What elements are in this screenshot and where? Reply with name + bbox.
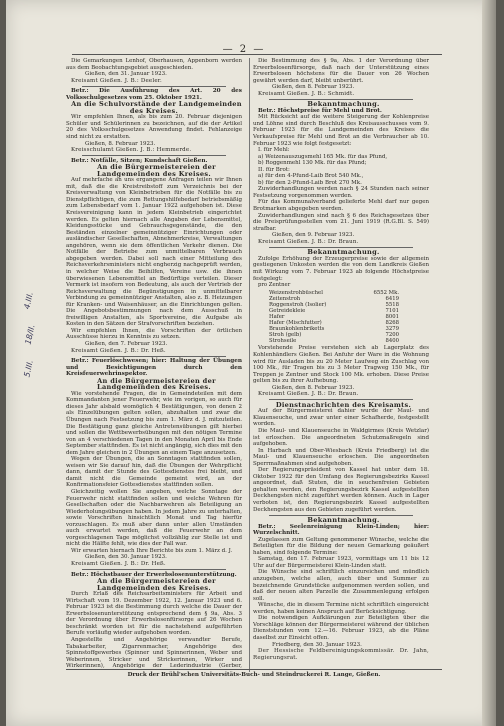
notice-block: [253, 517, 429, 661]
notice-date: Gießen, 8. Februar 1923.: [85, 140, 156, 147]
section-rule: [82, 356, 226, 357]
notice-heading: Betr.: Feuerlöschwesen; hier: Haltung der Übungen und Besichtigungen durch den Kreisfeuerwehrinspektor.: [66, 358, 242, 378]
bottom-rule: [66, 669, 442, 670]
price-value: 7200: [385, 332, 399, 339]
notice-paragraph: Wegen der Übungen, die an Sonntagen stattfinden sollen, weisen wir Sie darauf hin, daß die Übungen der Wehrpflicht dann, damit der Stunde des Gottesdienstes frei bleibt, und damit nicht die Gemeinde gemeint wird, an der Konfirmationsfeier Gottesdienstes stattfinden sollen.: [66, 456, 242, 489]
margin-note: 18/II.: [23, 323, 37, 346]
notice-heading: Betr.: Höchstpreise für Mehl und Brot.: [258, 107, 382, 114]
notice-title: Dienstnachrichten des Kreisamts.: [275, 400, 412, 409]
notice-paragraph: I. für Mehl:: [258, 147, 290, 154]
notice-title: Bekanntmachung.: [307, 516, 380, 525]
notice-signature: Der Hessische Feldbereinigungskommissär. Dr. Jahn, Regierungsrat.: [253, 648, 429, 661]
notice-addressee: An die Schulvorstände der Landgemeinden des Kreises.: [71, 100, 242, 115]
price-row: [269, 338, 399, 344]
price-item: Strohseile: [269, 338, 297, 345]
margin-note: 4.III.: [22, 291, 35, 310]
notice-block: [66, 358, 242, 568]
notice-block: [253, 402, 429, 513]
price-item: Getreidekleie: [269, 307, 306, 314]
notice-paragraph: Wir empfehlen Ihnen, die Vorschriften der örtlichen Ausschüsse hierzu in Kenntnis zu setzen.: [66, 327, 242, 341]
notice-paragraph: Die Maul- und Klauenseuche in Waldgirmes (Kreis Wetzlar) ist erloschen. Die angeordneten Schutzmaßregeln sind aufgehoben.: [253, 428, 429, 448]
notice-heading: Betr.: Notfälle, Sitzen; Kundschaft Gießen.: [71, 157, 208, 164]
notice-block: [66, 58, 242, 84]
notice-block: [66, 158, 242, 354]
notice-paragraph: Wir empfehlen Ihnen, als bis zum 20. Februar diejenigen Schüler und Schülerinnen zu bezeichnen, auf die der Artikel 20 des Volksschulgesetzes Anwendung findet. Fehlanzeige sind nicht zu erstatten.: [66, 114, 242, 141]
section-rule: [82, 155, 226, 156]
gazette-page: [6, 0, 496, 726]
price-unit: pro Zentner: [258, 282, 291, 289]
notice-signature: Kreisschulamt Gießen. J. B.: Hemmerde.: [71, 147, 192, 154]
notice-paragraph: Wir erwarten hiernach Ihre Berichte bis zum 1. März d. J.: [71, 547, 233, 554]
column-divider: [249, 58, 250, 672]
price-item: Weizenstrohbüschel: [269, 289, 323, 296]
section-rule: [82, 569, 226, 570]
price-value: 3279: [385, 326, 399, 333]
notice-paragraph: Wie vorstehende Fragen, die in Gemeindeteilen mit dem Kommandanten jener Feuerwehr, wie im vorigen, so auch für dieses Jahr alsbald womöglich 4 Bestätigungen, von denen 2 als Einzelübungen gelten sollen, abzuhalten und zwar die Übungen nach Festsetzung bis zum 1. März d. J. mitzuteilen. Die Bestätigung ganz gleiche Antretensübungen gilt hierbei und sollen die Wettbewerbsübungen mit den nötigen Termine von an 4 verschiedenen Tagen in den Monaten April bis Ende September stattfinden. Es ist nicht angängig, sich dies mit den dem Jahre gleichen in 2 Übungen an einem Tage anzusetzen.: [66, 390, 242, 456]
notice-paragraph: Zufolge Erhöhung der Erzeugerpreise sowie der allgemein gestiegenen Unkosten werden die von dem Landkreis Gießen mit Wirkung vom 7. Februar 1923 ab folgende Höchstpreise festgelegt:: [253, 255, 429, 282]
notice-signature: Kreisamt Gießen. J. B.: Deeler.: [71, 77, 162, 84]
margin-note: 5.III.: [22, 359, 35, 378]
notice-paragraph: Mit Rücksicht auf die weitere Steigerung der Kohlenpreise und Löhne sind durch Beschluß des Kreisausschusses vom 9. Februar 1923 für die Landgemeinden des Kreises die Verkaufspreise für Mehl und Brot an die Verbraucher ab 10. Februar 1923 wie folgt festgesetzt:: [253, 114, 429, 147]
notice-paragraph: II. für Brot:: [258, 166, 290, 173]
price-value: 8001: [385, 313, 399, 320]
notice-heading: Betr.: Höchstbauer der Erwerbslosenunterstützung.: [71, 571, 237, 578]
notice-paragraph: b) für den 2-Pfund-Laib Brot 270 Mk.: [258, 179, 362, 186]
notice-paragraph: Vorstehende Preise verstehen sich ab Lagerplatz des Kohlenhändlers Gießen. Bei Anfuhr der Ware in die Wohnung wird für Ausladen bis zu 20 Meter Laufweg ein Zuschlag von 100 Mk., für Tragen bis zu 3 Meter Tragweg 150 Mk., für Treppen je Zentner und Stock 100 Mk. erhoben. Diese Preise gelten bis zu ihrer Aufhebung.: [253, 345, 429, 385]
top-rule: [72, 54, 442, 55]
notice-heading: Betr.: Die Ausführung des Art. 20 des Volksschulgesetzes vom 25. Oktober 1921.: [66, 88, 242, 101]
price-item: Braunkohlenbriketts: [269, 326, 325, 333]
notice-paragraph: Zuwiderhandlungen sind nach § 6 des Reichsgesetzes über die Preisprüfungsstellen vom 21. Juni 1919 (R.G.Bl. S. 549) strafbar.: [253, 212, 429, 232]
price-value: 6419: [385, 295, 399, 302]
notice-date: Gießen, den 31. Januar 1923.: [85, 71, 167, 78]
price-value: 5518: [385, 301, 399, 308]
notice-addressee: An die Bürgermeistereien der Landgemeinden des Kreises.: [97, 376, 216, 392]
book-binding: [482, 0, 496, 726]
notice-block: [253, 101, 429, 245]
price-item: Hafer: [269, 313, 285, 320]
notice-paragraph: Angestellte und Angehörige verwandter Berufe, Tabakarbeiter, Zigarrenmacher, Angehörige des Spinnstoffgewerbes (Spinner und Spinnerinnen, Weber und Weberinnen, Stricker und Strickerinnen, Wirker und Wirkerinnen), Angehörige der Lederindustrie (Gerber,: [66, 637, 242, 670]
notice-addressee: An die Bürgermeistereien der Landgemeinden des Kreises.: [97, 577, 216, 592]
notice-date: Gießen, den 8. Februar 1923.: [272, 84, 355, 91]
notice-paragraph: Samstag, den 17. Februar 1923, vormittags um 11 bis 12 Uhr auf der Bürgermeisterei Klein-Linden statt.: [253, 556, 429, 569]
notice-signature: Kreisamt Gießen. J. B.: Dr. Braun.: [258, 391, 359, 398]
notice-paragraph: Der Regierungspräsident von Kassel hat unter dem 18. Oktober 1922 für den Umfang des Regierungsbezirks Kassel angeordnet, daß Stuten, die in seuchenfreien Gebieten gehalten werden, den Regierungsbezirk Kassel aufgestellten Deckhengsten nicht zugeführt werden können. Auch in Lager verboten ist, den Regierungsbezirk Kassel aufgestellten Deckhengsten aus den Gebieten zugeführt werden.: [253, 467, 429, 513]
notice-paragraph: a) Weizenauszugsmehl 165 Mk. für das Pfund,: [258, 153, 388, 160]
price-value: 8400: [385, 338, 399, 345]
notice-paragraph: Die Gemarkungen Lenhof, Oberhausen, Appenborn werden aus dem Beobachtungsgebiet ausgeschieden.: [66, 58, 242, 71]
notice-paragraph: Die notwendigen Aufklärungen zur Beteiligten über die Vorschläge können der Bürgermeisterei während der üblichen Dienststunden vom 12.—16. Februar 1923, ab die Pläne daselbst zur Einsicht offen.: [253, 615, 429, 641]
notice-paragraph: Gleichzeitig wollen Sie angeben, welche Sonntage der Feuerwehr nicht stattfinden sollen und welche Wehren für Gesellschaften oder die Nachbarwehren als Beteiligung an Wiederholungsübungen haben. In jedem Jahre zu unterhalten, sowie Vorschriften hinsichtlich Monat und Tag hierfür vorzuschlagen. Es muß aber dann unter allen Umständen auch erwartet werden, daß die Feuerwehr an dem vorgeschlagenen Tage möglichst vollzählig zur Stelle ist und nicht die Hälfte fehlt, wie dies der Fall war.: [66, 489, 242, 548]
notice-paragraph: Durch Erlaß des Reichsarbeitsministers für Arbeit und Wirtschaft vom 19. Dezember 1922, 12. Januar 1923 und 6. Februar 1923 ist die Bestimmung durch welche die Dauer der Erwerbslosenunterstützung entsprechend dem § 9a, Abs. 3 der Verordnung über Erwerbslosenfürsorge auf 26 Wochen beschränkt worden ist für die nachstehend aufgeführten Berufe vorläufig wieder aufgehoben worden.: [66, 591, 242, 637]
notice-date: Gießen, den 7. Februar 1923.: [85, 340, 168, 347]
page-number: — 2 —: [222, 44, 266, 55]
notice-paragraph: Für das Kommunalverband gelieferte Mehl darf nur gegen Brotmarken abgegeben werden.: [253, 199, 429, 213]
right-column: [253, 58, 429, 670]
notice-date: Gießen, den 9. Februar 1923.: [272, 232, 355, 239]
price-table: [269, 290, 399, 345]
notice-paragraph: Wünsche, die in diesem Termine nicht schriftlich eingereicht werden, haben keinen Anspruch auf Berücksichtigung.: [253, 602, 429, 615]
notice-signature: Kreisamt Gießen. J. B.: Dr. Heß.: [71, 561, 166, 568]
price-value: 8268: [385, 320, 399, 327]
section-rule: [82, 86, 226, 87]
notice-paragraph: Zugelassen zum Geltung genommener Wünsche, welche die Beteiligten für die Bildung der neuen Gemarkung geäußert haben, sind folgende Termine:: [253, 536, 429, 556]
notice-paragraph: Zuwiderhandlungen werden nach § 24 Stunden nach seiner Festsetzung vorgenommen werden.: [253, 186, 429, 199]
notice-paragraph: In Harbach und Ober-Wiesbach (Kreis Friedberg) ist die Maul- und Klauenseuche erloschen. Die angeordneten Sperrmaßnahmen sind aufgehoben.: [253, 447, 429, 467]
notice-title: Bekanntmachung.: [307, 248, 380, 257]
notice-block: [66, 572, 242, 670]
notice-paragraph: Die Wünsche sind schriftlich einzureichen und mündlich anzugeben, welche allen, auch über und Summer zu bezeichnende Grundstücke aufgenommen werden sollen, und daß der neuen alten Parzelle die Zusammenlegung erfolgen soll.: [253, 569, 429, 602]
price-value: 7101: [385, 307, 399, 314]
price-value: 6552 Mk.: [373, 289, 399, 296]
price-item: Zeitenstroh: [269, 295, 301, 302]
notice-paragraph: Auf der Bürgermeisterei dahier wurde der Maul- und Klauenseuche, und zwar unter einer Schafherde, festgestellt worden.: [253, 408, 429, 428]
notice-paragraph: a) für den 4-Pfund-Laib Brot 540 Mk.,: [258, 173, 364, 180]
notice-date: Friedberg, den 30. Januar 1923.: [272, 641, 362, 648]
left-column: [66, 58, 242, 670]
price-item: Stroh (gelb): [269, 332, 302, 339]
price-item: Roggenstroh (Isolier): [269, 301, 327, 308]
notice-block: [253, 249, 429, 398]
notice-addressee: An die Bürgermeistereien der Landgemeinden des Kreises.: [97, 163, 216, 178]
handwritten-margin-notes: [20, 291, 60, 406]
notice-heading: Betr.: Seelenreinigung Klein-Linden; hier: Wurzelschnitt.: [253, 523, 429, 537]
printer-footer: Druck der Brühl'schen Universitäts-Buch- und Steindruckerei R. Lange, Gießen.: [127, 672, 381, 678]
notice-signature: Kreisamt Gießen. J. B.: Schmidt.: [258, 90, 355, 97]
notice-signature: Kreisamt Gießen. J. B.: Dr. Braun.: [258, 238, 359, 245]
notice-block: [253, 58, 429, 97]
notice-paragraph: Auf mehrfache an uns ergangene Anfragen teilen wir Ihnen mit, daß die die Kreistreibstoff zum Verzeichnis bei der Kreisverwaltung von Kleinbetrieben für die Notfälle bis zu Dienstpflichtigen, die zum Rettungshilfebedarf betriebsmäßig zum Lebensbedarf vom 1. Januar 1922 aufgehoben ist. Diese Kreisvereinigung kann in jedem Kleinbetrieb eingerichtet werden. Es gelten hiernach alle Angaben der Lebensmittel, Kleidungsstücke und Gebrauchsgegenstände, die den Beständen einzelner gemeinnütziger Einrichtungen oder ausländischer Gesellschaften, Abnehmerkreise, Verwaltungen angehören, wenn sie dem öffentlichen Verkehr dienen. Die Notfälle der Betriebe zum unmittelbaren Verbrauch abgegeben werden. Dabei soll nach einer Mitteilung des Reichsverkehrsministers nicht engherzig nachgeprüft werden, in welcher Weise die Beihilfen, Vereine usw. die ihnen überwiesenen Lebensmittel an Bedürftige verteilen. Dieser Vermerk ist insofern von Bedeutung, als auch der Vertrieb der Reichsverwaltung die Begünstigungen in unmittelbarer Verbindung zu gemeinnütziger Anstalten, also z. B. Heizungen für Kranken- und Waisenhäuser, an die Einrichtungen gelten. Die Angebotsbestimmungen nach dem Ausschuß in freiwilligen Anstalten, als Sportvereine, die Aufgabe als Kosten in den Sätzen der Strafvorschriften beziehen.: [66, 177, 242, 328]
notice-paragraph: b) Roggenmehl 130 Mk. für das Pfund;: [258, 160, 367, 167]
notice-date: Gießen, den 30. Januar 1923.: [85, 554, 167, 561]
notice-title: Bekanntmachung.: [307, 100, 380, 109]
notice-signature: Kreisamt Gießen. J. B.: Dr. Heß.: [71, 347, 166, 354]
notice-block: [66, 88, 242, 153]
notice-paragraph: Die Bestimmung des § 9a, Abs. 1 der Verordnung über Erwerbslosenfürsorge, daß nach der Unterstützung eines Erwerbslosen höchstens für die Dauer von 26 Wochen gewährt werden darf, bleibt unberührt.: [253, 58, 429, 84]
notice-date: Gießen, den 8. Februar 1923.: [272, 384, 355, 391]
price-item: Hafer (Mischfutter): [269, 320, 322, 327]
